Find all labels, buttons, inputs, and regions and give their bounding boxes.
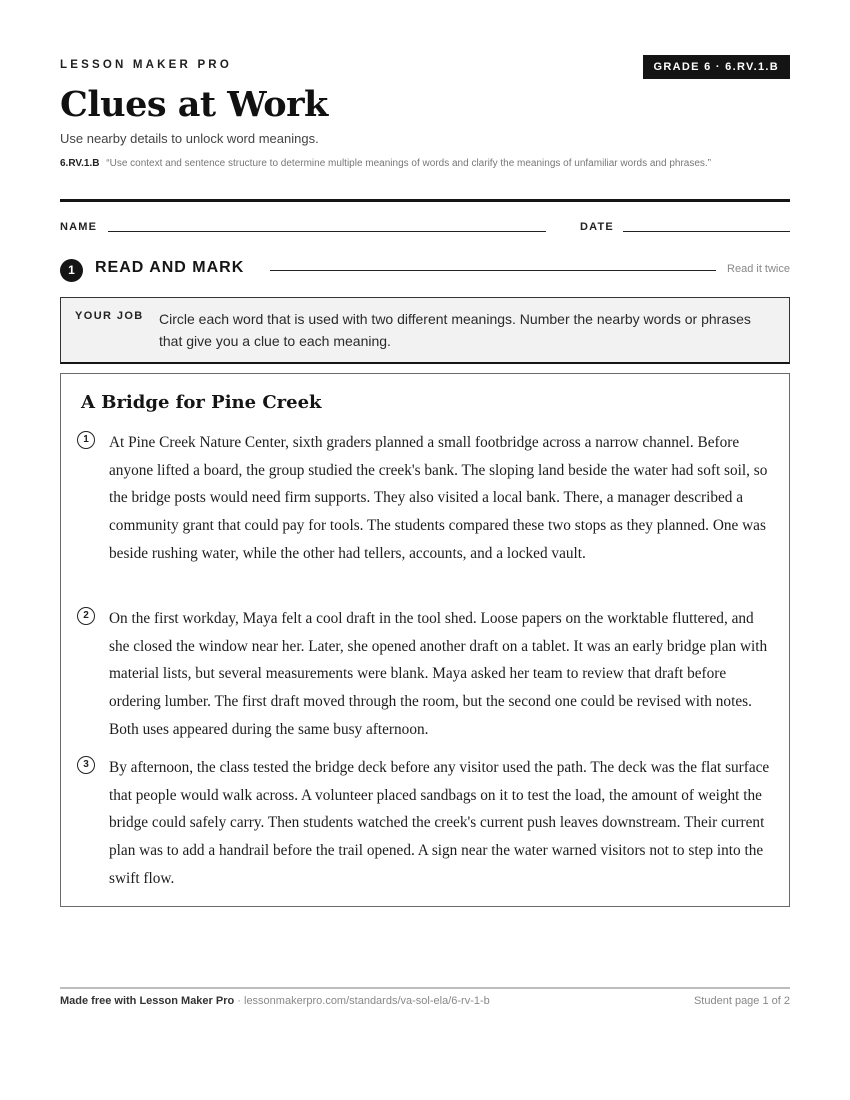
date-field[interactable] bbox=[623, 231, 790, 232]
name-field[interactable] bbox=[108, 231, 546, 232]
date-label: DATE bbox=[580, 221, 614, 233]
name-label: NAME bbox=[60, 221, 98, 233]
standard-code: 6.RV.1.B bbox=[60, 158, 100, 169]
footer-credit bbox=[60, 995, 490, 1007]
instructions-label: YOUR JOB bbox=[75, 310, 144, 322]
page-subtitle: Use nearby details to unlock word meanings. bbox=[60, 131, 319, 146]
passage-title: A Bridge for Pine Creek bbox=[81, 392, 322, 413]
header-bar bbox=[60, 55, 790, 79]
footer-separator: · bbox=[234, 995, 244, 1007]
page-title: Clues at Work bbox=[60, 84, 328, 125]
worksheet-page bbox=[60, 0, 790, 1100]
grade-badge: GRADE 6 · 6.RV.1.B bbox=[643, 55, 791, 79]
instructions-text: Circle each word that is used with two different meanings. Number the nearby words or phrases that give you a clue to each meaning. bbox=[159, 311, 751, 349]
instructions-box bbox=[60, 297, 790, 364]
reading-passage bbox=[60, 373, 790, 907]
paragraph-number-badge: 3 bbox=[77, 756, 95, 774]
paragraph-number-badge: 1 bbox=[77, 431, 95, 449]
paragraph-text: On the first workday, Maya felt a cool draft in the tool shed. Loose papers on the worktable fluttered, and she closed the window near her. Later, she opened another draft on a tablet. It was an early bridge plan with material lists, but several measurements were blank. Maya asked her team to review that draft before ordering lumber. The first draft moved through the room, but the second one could be revised with notes. Both uses appeared during the same busy afternoon. bbox=[109, 610, 768, 738]
section-title: READ AND MARK bbox=[95, 259, 245, 276]
standard-text: “Use context and sentence structure to determine multiple meanings of words and clarify the meanings of unfamiliar words and phrases.” bbox=[106, 158, 712, 169]
page-indicator: Student page 1 of 2 bbox=[693, 995, 790, 1007]
section-note: Read it twice bbox=[727, 263, 790, 275]
footer-url[interactable]: lessonmakerpro.com/standards/va-sol-ela/6-rv-1-b bbox=[244, 995, 490, 1007]
paragraph-text: At Pine Creek Nature Center, sixth graders planned a small footbridge across a narrow channel. Before anyone lifted a board, the group studied the creek's bank. The sloping land beside the water had soft soil, so the bridge posts would need firm supports. They also visited a local bank. There, a manager described a community grant that could pay for tools. The students compared these two stops as they planned. One was beside rushing water, while the other had tellers, accounts, and a locked vault. bbox=[109, 434, 768, 562]
brand-name: LESSON MAKER PRO bbox=[60, 59, 232, 71]
standard-statement bbox=[60, 156, 790, 172]
section-header bbox=[60, 258, 790, 282]
footer-made-with: Made free with Lesson Maker Pro bbox=[60, 995, 235, 1007]
paragraph-text: By afternoon, the class tested the bridge deck before any visitor used the path. The deck was the flat surface that people would walk across. A volunteer placed sandbags on it to test the load, the amount of weight the bridge could safely carry. Then students watched the creek's current push leaves downstream. Their current plan was to add a handrail before the trail opened. A sign near the water warned visitors not to step into the swift flow. bbox=[109, 759, 770, 887]
paragraph-number-badge: 2 bbox=[77, 607, 95, 625]
step-number-badge: 1 bbox=[60, 259, 83, 282]
footer-divider bbox=[60, 987, 790, 989]
section-rule bbox=[270, 270, 716, 271]
header-divider bbox=[60, 199, 790, 202]
